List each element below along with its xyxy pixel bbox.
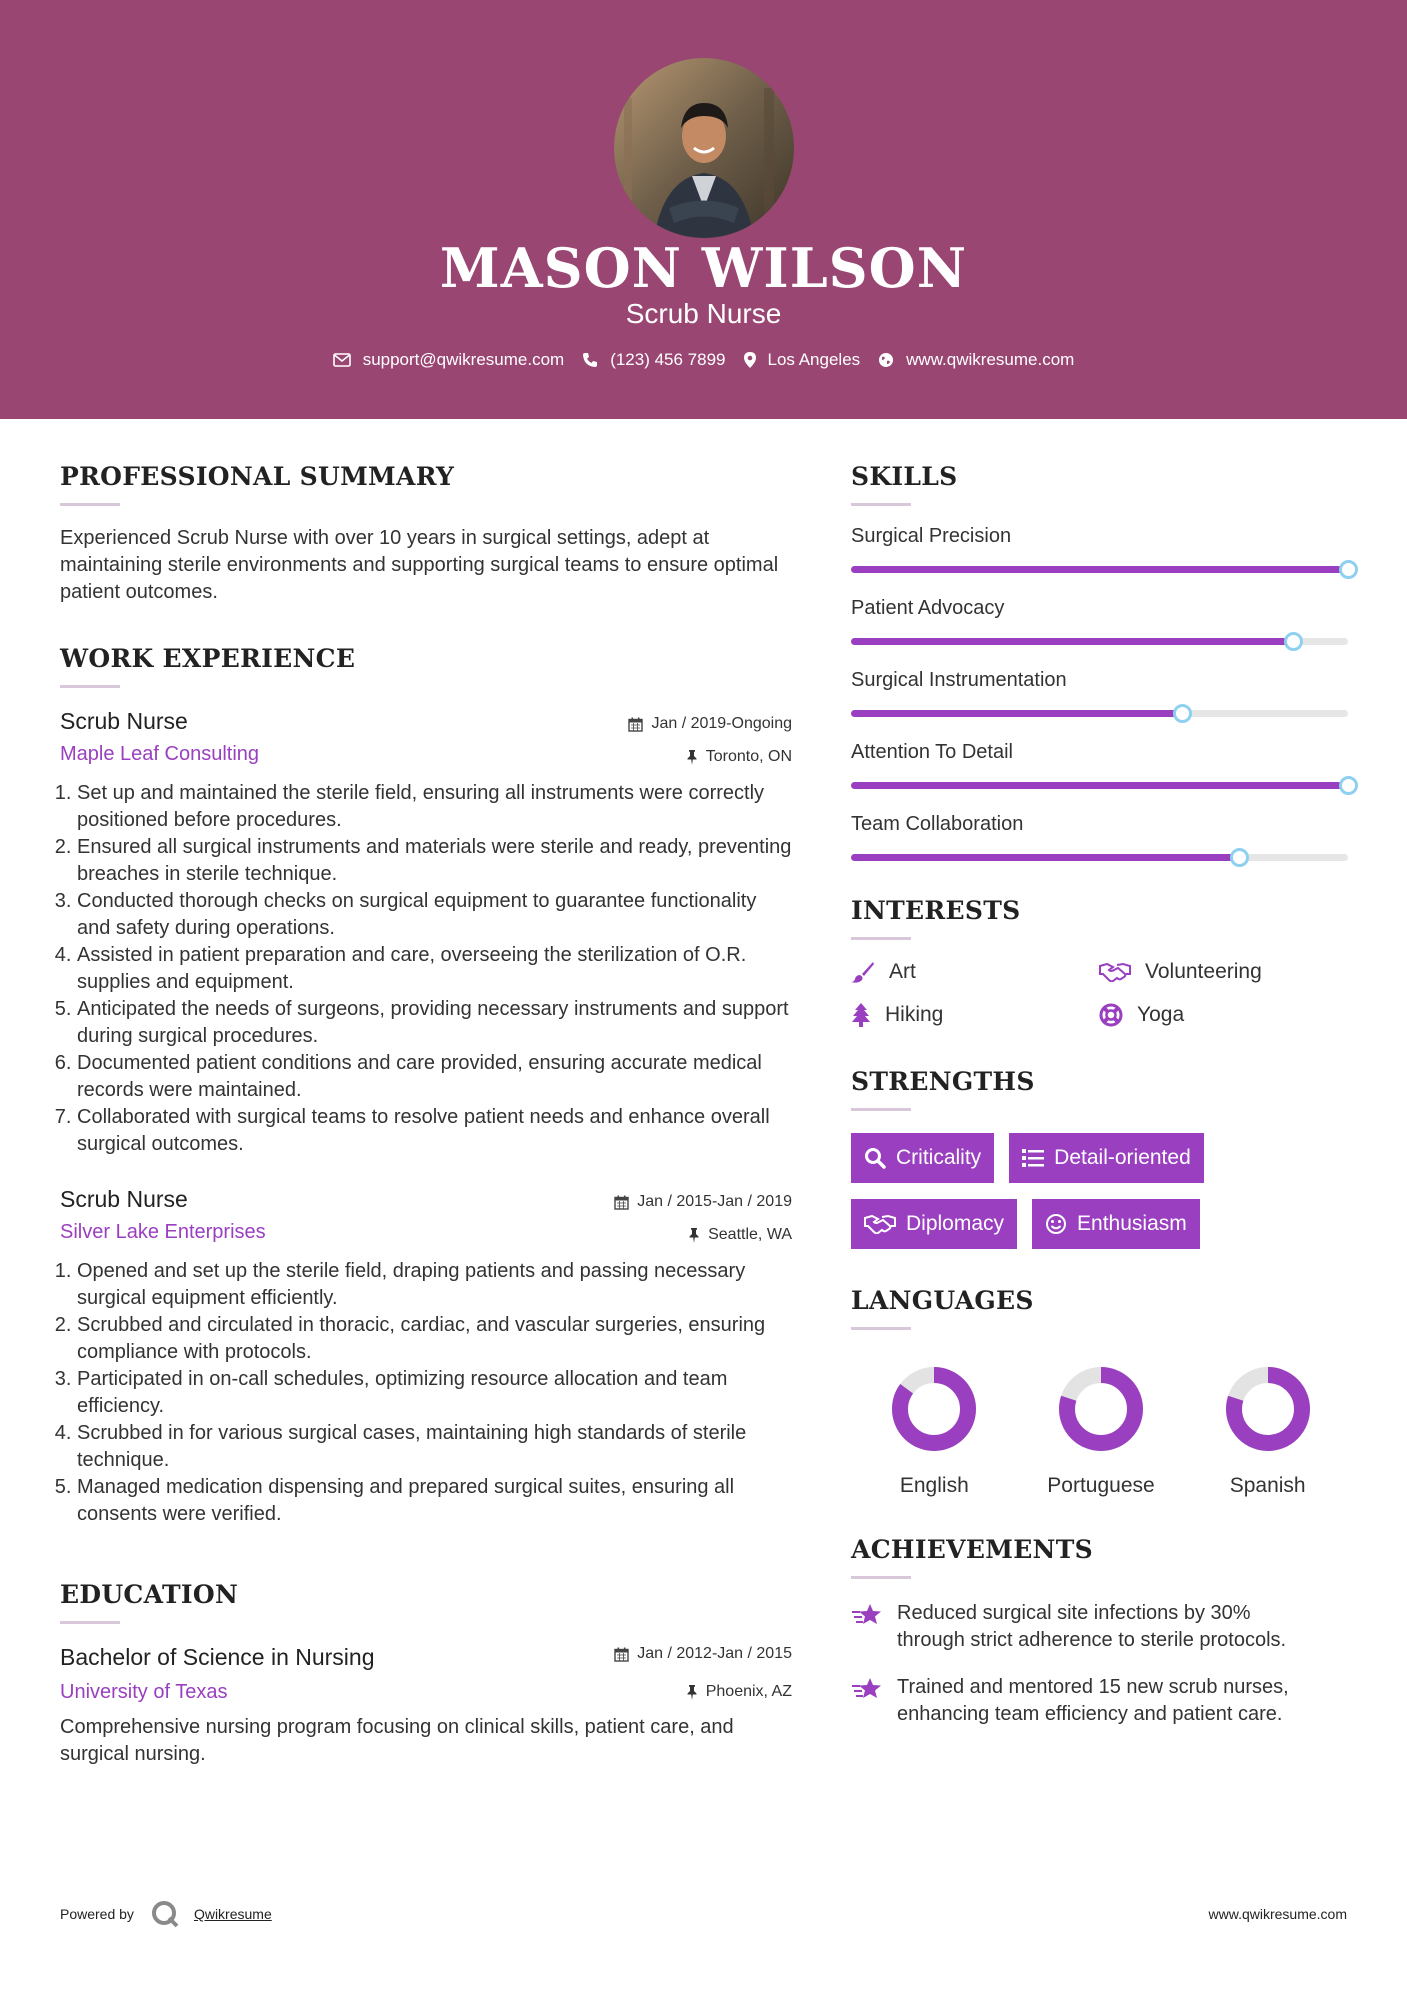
contact-website-text: www.qwikresume.com xyxy=(906,350,1075,369)
languages-section xyxy=(851,1286,1351,1500)
education-date-text: Jan / 2012-Jan / 2015 xyxy=(637,1645,792,1662)
job-bullet: 3. Participated in on-call schedules, optimizing resource allocation and team efficiency. xyxy=(77,1366,792,1420)
achievements-section xyxy=(851,1535,1351,1728)
skill-bar-fill xyxy=(851,710,1182,717)
skills-heading: SKILLS xyxy=(851,462,958,491)
education-heading: EDUCATION xyxy=(60,1580,239,1609)
job-location-text: Toronto, ON xyxy=(705,748,792,765)
phone-icon xyxy=(582,352,598,368)
skills-list xyxy=(851,525,1351,861)
contact-location-text: Los Angeles xyxy=(767,350,861,369)
life-ring-icon xyxy=(1099,1003,1123,1027)
search-icon xyxy=(864,1147,886,1169)
education-description: Comprehensive nursing program focusing on clinical skills, patient care, and surgical nursing. xyxy=(60,1716,734,1765)
school-name: University of Texas xyxy=(60,1681,228,1703)
language-donut xyxy=(891,1366,977,1452)
contact-email-text: support@qwikresume.com xyxy=(362,350,565,369)
star-award-icon xyxy=(851,1602,883,1628)
degree-title: Bachelor of Science in Nursing xyxy=(60,1644,375,1670)
profile-photo-illustration xyxy=(614,58,794,238)
skill-item xyxy=(851,741,1351,789)
left-column xyxy=(60,462,792,1768)
skill-bar xyxy=(851,566,1348,573)
education-date xyxy=(614,1645,792,1663)
strength-label: Enthusiasm xyxy=(1077,1212,1187,1235)
skill-name: Team Collaboration xyxy=(851,813,1024,835)
heading-underline xyxy=(60,503,120,506)
heading-underline xyxy=(851,937,911,940)
skill-name: Patient Advocacy xyxy=(851,597,1005,619)
map-marker-icon xyxy=(744,352,756,368)
language-label: Spanish xyxy=(1229,1474,1306,1497)
skill-item xyxy=(851,813,1351,861)
strengths-heading: STRENGTHS xyxy=(851,1067,1035,1096)
strength-label: Detail-oriented xyxy=(1054,1146,1191,1169)
work-heading: WORK EXPERIENCE xyxy=(60,644,356,673)
achievement-text: Trained and mentored 15 new scrub nurses, enhancing team efficiency and patient care. xyxy=(897,1676,1289,1725)
summary-section xyxy=(60,462,792,606)
skill-bar-knob xyxy=(1339,560,1358,579)
interest-item xyxy=(851,1003,1099,1027)
job-bullet: 7. Collaborated with surgical teams to resolve patient needs and enhance overall surgical outcomes. xyxy=(77,1104,792,1158)
heading-underline xyxy=(60,685,120,688)
skills-section xyxy=(851,462,1351,861)
language-item xyxy=(1184,1366,1351,1500)
skill-name: Surgical Precision xyxy=(851,525,1012,547)
profile-photo xyxy=(614,58,794,238)
skill-bar xyxy=(851,854,1348,861)
contact-bar xyxy=(0,350,1407,370)
skill-bar-fill xyxy=(851,566,1348,573)
skill-bar xyxy=(851,638,1348,645)
powered-by-label: Powered by xyxy=(60,1906,134,1922)
heading-underline xyxy=(851,1327,911,1330)
interest-item xyxy=(1099,1003,1347,1027)
job-date-text: Jan / 2019-Ongoing xyxy=(651,715,792,732)
skill-bar xyxy=(851,782,1348,789)
language-item xyxy=(1018,1366,1185,1500)
job-bullet: 5. Anticipated the needs of surgeons, providing necessary instruments and support during surgical procedures. xyxy=(77,996,792,1050)
job-bullet: 4. Scrubbed in for various surgical cases, maintaining high standards of sterile technique. xyxy=(77,1420,792,1474)
job-company: Silver Lake Enterprises xyxy=(60,1221,266,1243)
footer-powered-by xyxy=(60,1899,272,1929)
envelope-icon xyxy=(333,353,351,367)
tree-icon xyxy=(851,1003,871,1027)
contact-phone-text: (123) 456 7899 xyxy=(610,350,726,369)
skill-bar-fill xyxy=(851,854,1239,861)
language-donut xyxy=(1225,1366,1311,1452)
job-bullet: 3. Conducted thorough checks on surgical equipment to guarantee functionality and safety during operations. xyxy=(77,888,792,942)
summary-heading: PROFESSIONAL SUMMARY xyxy=(60,462,455,491)
skill-bar-fill xyxy=(851,638,1293,645)
job-bullet: 6. Documented patient conditions and care provided, ensuring accurate medical records were maintained. xyxy=(77,1050,792,1104)
heading-underline xyxy=(60,1621,120,1624)
job-bullet: 2. Scrubbed and circulated in thoracic, cardiac, and vascular surgeries, ensuring compliance with protocols. xyxy=(77,1312,792,1366)
job-location xyxy=(686,748,792,766)
work-section xyxy=(60,644,792,1528)
skill-bar-knob xyxy=(1173,704,1192,723)
interests-section xyxy=(851,896,1351,1027)
language-donut xyxy=(1058,1366,1144,1452)
interests-heading: INTERESTS xyxy=(851,896,1021,925)
brand-link[interactable]: Qwikresume xyxy=(193,1906,272,1922)
languages-heading: LANGUAGES xyxy=(851,1286,1034,1315)
achievement-text: Reduced surgical site infections by 30% through strict adherence to sterile protocols. xyxy=(897,1602,1287,1651)
job-bullets xyxy=(60,780,792,1158)
achievement-item xyxy=(851,1600,1351,1654)
calendar-icon xyxy=(628,717,643,732)
globe-icon xyxy=(878,352,894,368)
interest-label: Volunteering xyxy=(1145,960,1262,983)
star-award-icon xyxy=(851,1676,883,1702)
strength-label: Diplomacy xyxy=(906,1212,1005,1235)
skill-bar-knob xyxy=(1339,776,1358,795)
job-bullet: 4. Assisted in patient preparation and care, overseeing the sterilization of O.R. supplies and equipment. xyxy=(77,942,792,996)
job-bullet: 1. Set up and maintained the sterile field, ensuring all instruments were correctly positioned before procedures. xyxy=(77,780,792,834)
skill-bar-knob xyxy=(1230,848,1249,867)
pushpin-icon xyxy=(686,1685,698,1700)
skill-name: Attention To Detail xyxy=(851,741,1013,763)
skill-item xyxy=(851,525,1351,573)
contact-email[interactable] xyxy=(333,350,565,370)
calendar-icon xyxy=(614,1195,629,1210)
education-location xyxy=(686,1683,792,1701)
candidate-name: MASON WILSON xyxy=(439,236,968,300)
smile-icon xyxy=(1045,1213,1067,1235)
job-entry xyxy=(60,708,792,1158)
qwikresume-logo-icon xyxy=(150,1899,180,1929)
contact-website[interactable] xyxy=(878,350,1074,370)
job-date-text: Jan / 2015-Jan / 2019 xyxy=(637,1193,792,1210)
paint-brush-icon xyxy=(851,961,875,983)
strength-chip xyxy=(1032,1199,1200,1249)
strengths-section xyxy=(851,1067,1351,1265)
handshake-icon xyxy=(864,1214,896,1234)
job-company: Maple Leaf Consulting xyxy=(60,743,260,765)
language-label: Portuguese xyxy=(1047,1474,1155,1497)
language-item xyxy=(851,1366,1018,1500)
skill-name: Surgical Instrumentation xyxy=(851,669,1067,691)
education-entry xyxy=(60,1644,792,1768)
skill-bar-fill xyxy=(851,782,1348,789)
skill-bar xyxy=(851,710,1348,717)
pushpin-icon xyxy=(688,1228,700,1243)
interest-label: Yoga xyxy=(1137,1003,1185,1026)
skill-item xyxy=(851,669,1351,717)
strength-chip xyxy=(851,1133,994,1183)
job-bullet: 1. Opened and set up the sterile field, draping patients and passing necessary surgical equipment efficiently. xyxy=(77,1258,792,1312)
education-section xyxy=(60,1580,792,1768)
interest-item xyxy=(851,960,1099,984)
job-bullet: 5. Managed medication dispensing and prepared surgical suites, ensuring all consents were verified. xyxy=(77,1474,792,1528)
calendar-icon xyxy=(614,1647,629,1662)
job-title: Scrub Nurse xyxy=(60,1186,188,1212)
strengths-list xyxy=(851,1133,1351,1265)
heading-underline xyxy=(851,1108,911,1111)
strength-label: Criticality xyxy=(896,1146,982,1169)
contact-phone[interactable] xyxy=(582,350,725,370)
interests-list xyxy=(851,960,1351,1027)
job-entry xyxy=(60,1186,792,1528)
interest-label: Art xyxy=(889,960,916,983)
list-icon xyxy=(1022,1148,1044,1168)
job-date xyxy=(614,1193,792,1211)
right-column xyxy=(851,462,1351,1728)
achievements-heading: ACHIEVEMENTS xyxy=(851,1535,1093,1564)
job-bullet: 2. Ensured all surgical instruments and materials were sterile and ready, preventing breaches in sterile technique. xyxy=(77,834,792,888)
job-bullets xyxy=(60,1258,792,1528)
job-location-text: Seattle, WA xyxy=(708,1226,792,1243)
education-location-text: Phoenix, AZ xyxy=(705,1683,792,1700)
job-date xyxy=(628,715,792,733)
pushpin-icon xyxy=(686,750,698,765)
languages-list xyxy=(851,1366,1351,1500)
job-title: Scrub Nurse xyxy=(60,708,188,734)
resume-header xyxy=(0,0,1407,419)
strength-chip xyxy=(1009,1133,1204,1183)
footer-website[interactable]: www.qwikresume.com xyxy=(1208,1906,1347,1922)
strength-chip xyxy=(851,1199,1017,1249)
heading-underline xyxy=(851,503,911,506)
interest-item xyxy=(1099,960,1347,984)
candidate-title: Scrub Nurse xyxy=(625,298,782,329)
achievement-item xyxy=(851,1674,1351,1728)
skill-bar-knob xyxy=(1284,632,1303,651)
skill-item xyxy=(851,597,1351,645)
interest-label: Hiking xyxy=(885,1003,944,1026)
language-label: English xyxy=(899,1474,969,1497)
heading-underline xyxy=(851,1576,911,1579)
handshake-icon xyxy=(1099,962,1131,982)
job-location xyxy=(688,1226,792,1244)
summary-text: Experienced Scrub Nurse with over 10 years in surgical settings, adept at maintaining sterile environments and supporting surgical teams to ensure optimal patient outcomes. xyxy=(60,527,779,603)
contact-location xyxy=(744,350,861,370)
